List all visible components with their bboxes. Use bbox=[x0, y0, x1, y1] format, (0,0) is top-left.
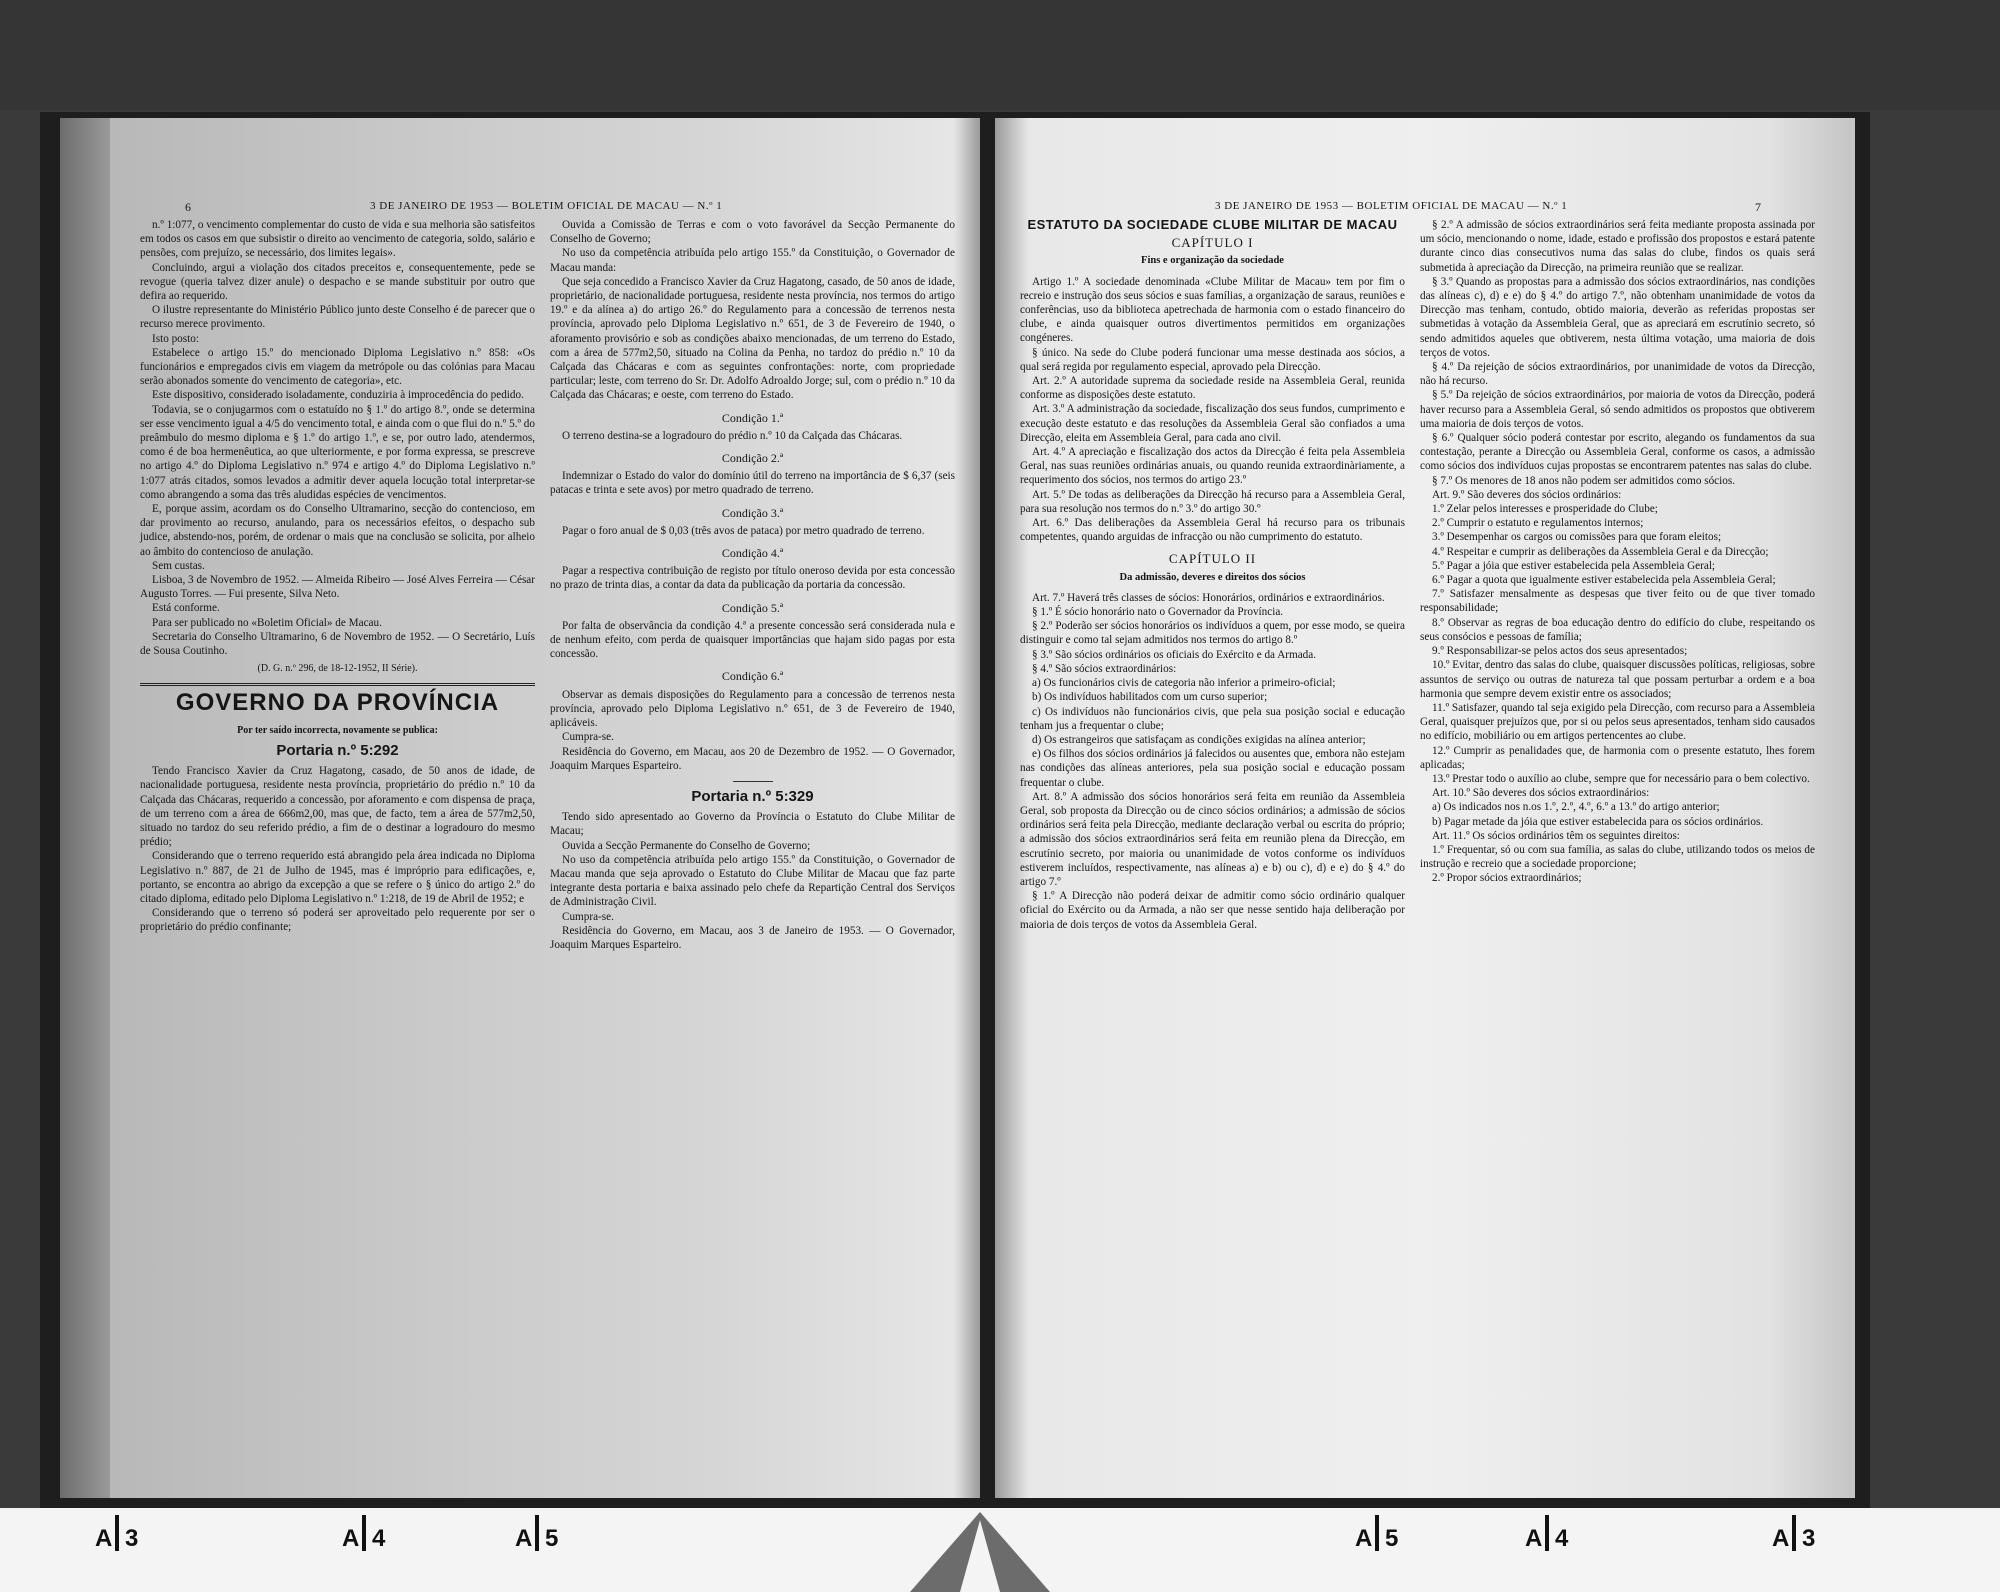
condition-text: Pagar a respectiva contribuição de registo por título oneroso devida por esta concessão no prazo de trinta dias, a contar da data da publicação da portaria da concessão. bbox=[550, 565, 955, 592]
right-page bbox=[995, 118, 1855, 1498]
condition-title: Condição 1.ª bbox=[721, 410, 784, 425]
paragraph: Isto posto: bbox=[152, 332, 199, 345]
article-paragraph: Art. 5.º De todas as deliberações da Direcção há recurso para a Assembleia Geral, para sua resolução nos termos do n.º 3.º do artigo 30.º bbox=[1020, 488, 1405, 515]
marker-bar bbox=[1545, 1515, 1549, 1551]
concession-text bbox=[550, 218, 955, 403]
left-column-1 bbox=[140, 218, 535, 935]
left-page-edge bbox=[60, 118, 112, 1498]
cumpra-se-2: Cumpra-se. bbox=[562, 910, 614, 923]
paragraph: Todavia, se o conjugarmos com o estatuído no § 1.º do artigo 8.º, onde se determina ser esse vencimento igual a 4/5 do vencimento total, e ainda com o que flui do n.º 5.º do preâmbulo do mesmo diploma e § 1.º do artigo 1.º, e se, por outro lado, atendermos, como é de boa hermenêutica, ao que ulteriormente, e por forma expressa, se prescreve no artigo 4.º do Diploma Legislativo n.º 974 e artigo 4.º do Diploma Legislativo n.º 1:077 atrás citados, somos levados a admitir dever aquela locução total interpretar-se como abrangendo a soma das três aludidas espécies de vencimentos. bbox=[140, 403, 535, 501]
paragraph: Para ser publicado no «Boletim Oficial» de Macau. bbox=[152, 616, 382, 629]
article-paragraph: 10.º Evitar, dentro das salas do clube, quaisquer discussões políticas, religiosas, sobre assuntos de serviço ou outras de natureza tal que possam perturbar a ordem e a boa harmonia que sempre devem existir entre os associados; bbox=[1420, 659, 1815, 700]
dg-citation: (D. G. n.º 296, de 18-12-1952, II Série). bbox=[257, 663, 418, 675]
scan-frame-top bbox=[0, 0, 2000, 110]
condition-text: Pagar o foro anual de $ 0,03 (três avos de pataca) por metro quadrado de terreno. bbox=[562, 524, 925, 537]
article-paragraph: Art. 10.º São deveres dos sócios extraordinários: bbox=[1432, 787, 1650, 800]
condition-text: Por falta de observância da condição 4.ª a presente concessão será considerada nula e de nenhum efeito, com perda de quaisquer importâncias que hajam sido pagas por esta concessão. bbox=[550, 619, 955, 661]
article-paragraph: § único. Na sede do Clube poderá funcionar uma messe destinada aos sócios, a qual será regida por regulamento especial, aprovado pela Direcção. bbox=[1020, 346, 1405, 373]
paragraph: No uso da competência atribuída pelo artigo 155.º da Constituição, o Governador de Macau manda: bbox=[550, 247, 955, 274]
condition-text: Indemnizar o Estado do valor do domínio útil do terreno na importância de $ 6,37 (seis patacas e trinta e sete avos) por metro quadrado de terreno. bbox=[550, 470, 955, 497]
paragraph: Ouvida a Secção Permanente do Conselho de Governo; bbox=[562, 839, 811, 852]
marker-bar bbox=[535, 1515, 539, 1551]
article-paragraph: § 4.º Da rejeição de sócios extraordinários, por unanimidade de votos da Direcção, não há recurso. bbox=[1420, 361, 1815, 388]
estatuto-title: ESTATUTO DA SOCIEDADE CLUBE MILITAR DE MACAU bbox=[1027, 217, 1398, 232]
marker-a-left-3: A bbox=[515, 1525, 533, 1552]
paragraph: Está conforme. bbox=[152, 602, 220, 615]
paragraph: Ouvida a Comissão de Terras e com o voto favorável da Secção Permanente do Conselho de Governo; bbox=[550, 219, 955, 246]
correction-note: Por ter saído incorrecta, novamente se publica: bbox=[237, 724, 438, 736]
article-paragraph: § 3.º São sócios ordinários os oficiais do Exército e da Armada. bbox=[1032, 648, 1317, 661]
article-paragraph: b) Pagar metade da jóia que estiver estabelecida para os sócios ordinários. bbox=[1432, 815, 1764, 828]
article-paragraph: 5.º Pagar a jóia que estiver estabelecida pela Assembleia Geral; bbox=[1432, 559, 1716, 572]
article-paragraph: Art. 3.º A administração da sociedade, fiscalização dos seus fundos, cumprimento e execução deste estatuto e das resoluções da Assembleia Geral são confiados a uma Direcção, eleita em Assembleia Geral, para cada ano civil. bbox=[1020, 403, 1405, 444]
article-paragraph: 6.º Pagar a quota que igualmente estiver estabelecida pela Assembleia Geral; bbox=[1432, 574, 1776, 587]
condition-title: Condição 3.ª bbox=[721, 505, 784, 520]
article-paragraph: § 2.º Poderão ser sócios honorários os indivíduos a quem, por esse modo, se queira distinguir e como tal sejam admitidos nos termos do artigo 8.º bbox=[1020, 620, 1405, 647]
article-paragraph: § 4.º São sócios extraordinários: bbox=[1032, 662, 1177, 675]
article-paragraph: c) Os indivíduos não funcionários civis, que pela sua posição social e educação tenham jus a frequentar o clube; bbox=[1020, 705, 1405, 732]
right-running-head: 3 DE JANEIRO DE 1953 — BOLETIM OFICIAL DE MACAU — N.º 1 bbox=[1215, 200, 1568, 212]
paragraph: Concluindo, argui a violação dos citados preceitos e, consequentemente, pede se revogue (queria talvez dizer anule) o despacho e se mande substituir por outro que defira ao requerido. bbox=[140, 261, 535, 303]
article-paragraph: 13.º Prestar todo o auxílio ao clube, sempre que for necessário para o bem colectivo. bbox=[1432, 772, 1810, 785]
section-divider bbox=[140, 683, 535, 686]
article-paragraph: § 5.º Da rejeição de sócios extraordinários, por maioria de votos da Direcção, poderá haver recurso para a Assembleia Geral, só sendo admitidos os propostos que obtiverem uma maioria de dois terços de votos. bbox=[1420, 389, 1815, 430]
marker-bar bbox=[1792, 1515, 1796, 1551]
right-col2-paragraphs bbox=[1420, 218, 1815, 886]
right-column-2 bbox=[1420, 218, 1815, 886]
marker-num-left-2: 4 bbox=[372, 1525, 386, 1552]
marker-bar bbox=[362, 1515, 366, 1551]
article-paragraph: Art. 2.º A autoridade suprema da sociedade reside na Assembleia Geral, reunida conforme as disposições deste estatuto. bbox=[1020, 375, 1405, 402]
marker-a-left-1: A bbox=[95, 1525, 113, 1552]
left-running-head: 3 DE JANEIRO DE 1953 — BOLETIM OFICIAL DE MACAU — N.º 1 bbox=[370, 200, 723, 212]
left-page-number: 6 bbox=[185, 200, 191, 214]
article-paragraph: 2.º Propor sócios extraordinários; bbox=[1432, 872, 1582, 885]
chapter-2-subtitle: Da admissão, deveres e direitos dos sócios bbox=[1119, 571, 1306, 583]
article-paragraph: b) Os indivíduos habilitados com um curso superior; bbox=[1032, 691, 1268, 704]
paragraph: Este dispositivo, considerado isoladamente, conduziria à improcedência do pedido. bbox=[152, 389, 524, 402]
article-paragraph: Art. 8.º A admissão dos sócios honorários será feita em reunião da Assembleia Geral, sob proposta da Direcção ou de cinco sócios ordinários; a admissão de sócios ordinários será feita pela Direcção, mediante declaração verbal ou escrita do próprio; a admissão dos sócios extraordinários será feita em reunião plena da Direcção, em escrutínio secreto, por maioria ou unanimidade de votos conforme os indivíduos estiverem incluídos, respectivamente, nas alíneas a) e b) ou c), d) e e) do § 4.º do artigo 7.º bbox=[1020, 790, 1405, 888]
short-divider bbox=[733, 781, 773, 782]
cumpra-se-1: Cumpra-se. bbox=[562, 731, 614, 744]
paragraph: Estabelece o artigo 15.º do mencionado Diploma Legislativo n.º 858: «Os funcionários e empregados civis em viagem da metrópole ou das colónias para Macau serão abonados somente do vencimento de categoria», etc. bbox=[140, 346, 535, 388]
article-paragraph: a) Os funcionários civis de categoria não inferior a primeiro-oficial; bbox=[1032, 677, 1336, 690]
article-paragraph: 11.º Satisfazer, quando tal seja exigido pela Direcção, com recurso para a Assembleia Geral, quaisquer prejuízos que, por si ou pelos seus apresentados, tenham sido causados no edifício, mobiliário ou em artigos pertencentes ao clube. bbox=[1420, 701, 1815, 743]
article-paragraph: § 3.º Quando as propostas para a admissão dos sócios extraordinários, nas condições das alíneas c), d) e e) do § 4.º do artigo 7.º, não obtenham unanimidade de votos da Direcção mas tenham, contudo, obtido maioria, deverão as referidas propostas ser submetidas à votação da Assembleia Geral, que as apreciará em escrutínio secreto, só sendo admitidos aqueles que obtiverem, nesta última votação, uma maioria de dois terços de votos. bbox=[1420, 275, 1815, 359]
article-paragraph: d) Os estrangeiros que satisfaçam as condições exigidas na alínea anterior; bbox=[1032, 733, 1366, 746]
marker-a-right-3: A bbox=[1772, 1525, 1790, 1552]
article-paragraph: § 2.º A admissão de sócios extraordinários será feita mediante proposta assinada por um sócio, mencionando o nome, idade, estado e profissão dos propostos e estará patente durante cinco dias consecutivos numa das salas do clube, findos os quais será submetida à apreciação da Direcção, na primeira reunião que se realizar. bbox=[1420, 219, 1815, 274]
center-fold-arrow-inner bbox=[960, 1520, 1000, 1592]
condition-title: Condição 4.ª bbox=[721, 546, 784, 561]
paragraph: E, porque assim, acordam os do Conselho Ultramarino, secção do contencioso, em dar provimento ao recurso, anulando, para os necessários efeitos, o despacho sub judice, abstendo-nos, porém, de ordenar o mais que na conclusão se solicita, por alheio ao âmbito do contencioso de anulação. bbox=[140, 503, 535, 558]
marker-bar bbox=[115, 1515, 119, 1551]
right-page-number: 7 bbox=[1755, 200, 1761, 214]
paragraph: Tendo sido apresentado ao Governo da Província o Estatuto do Clube Militar de Macau; bbox=[550, 811, 955, 838]
marker-a-right-1: A bbox=[1355, 1525, 1373, 1552]
paragraph: Sem custas. bbox=[152, 559, 205, 572]
paragraph: Considerando que o terreno requerido está abrangido pela área indicada no Diploma Legislativo n.º 887, de 21 de Julho de 1945, mas é impróprio para edificações, e, portanto, se encontra ao abrigo da excepção a que se refere o § único do artigo 2.º do citado diploma, editado pelo Diploma Legislativo n.º 1:218, de 19 de Abril de 1952; e bbox=[140, 850, 535, 905]
article-paragraph: 12.º Cumprir as penalidades que, de harmonia com o presente estatuto, lhes forem aplicadas; bbox=[1420, 744, 1815, 771]
article-paragraph: Art. 4.º A apreciação e fiscalização dos actos da Direcção é feita pela Assembleia Geral, nas suas reuniões ordinárias anuais, ou quando reunida extraordinàriamente, a requerimento dos sócios, nos termos do artigo 23.º bbox=[1020, 446, 1405, 487]
conditions-list bbox=[550, 411, 955, 731]
paragraph: Secretaria do Conselho Ultramarino, 6 de Novembro de 1952. — O Secretário, Luís de Sousa Coutinho. bbox=[140, 630, 535, 658]
article-paragraph: Art. 7.º Haverá três classes de sócios: Honorários, ordinários e extraordinários. bbox=[1032, 591, 1385, 604]
article-paragraph: Art. 11.º Os sócios ordinários têm os seguintes direitos: bbox=[1432, 829, 1680, 842]
article-paragraph: § 6.º Qualquer sócio poderá contestar por escrito, alegando os fundamentos da sua contestação, perante a Direcção ou Assembleia Geral, conforme os casos, a admissão como sócios dos indivíduos cujas propostas se encontrarem patentes nas salas do clube. bbox=[1420, 432, 1815, 473]
marker-num-right-3: 3 bbox=[1802, 1525, 1816, 1552]
marker-a-left-2: A bbox=[342, 1525, 360, 1552]
paragraph: Tendo Francisco Xavier da Cruz Hagatong, casado, de 50 anos de idade, de nacionalidade portuguesa, residente nesta província, proprietário do prédio n.º 10 da Calçada das Chácaras, requerido a concessão, por aforamento e com dispensa de praça, de um terreno com a área de 666m2,00, mas que, de facto, tem a área de 577m2,50, situado no tardoz do seu referido prédio, a fim de o destinar a logradouro do mesmo prédio; bbox=[140, 765, 535, 849]
portaria-5292-text bbox=[140, 764, 535, 934]
paragraph: O ilustre representante do Ministério Público junto deste Conselho é de parecer que o recurso merece provimento. bbox=[140, 304, 535, 331]
portaria-5292-title: Portaria n.º 5:292 bbox=[276, 741, 399, 759]
chapter-1-subtitle: Fins e organização da sociedade bbox=[1141, 255, 1284, 267]
chapter-2-heading: CAPÍTULO II bbox=[1168, 551, 1257, 567]
paragraph: No uso da competência atribuída pelo artigo 155.º da Constituição, o Governador de Macau manda que seja aprovado o Estatuto do Clube Militar de Macau que faz parte integrante desta portaria e baixa assinado pelo chefe da Repartição Central dos Serviços de Administração Civil. bbox=[550, 853, 955, 909]
article-paragraph: § 1.º É sócio honorário nato o Governador da Província. bbox=[1032, 606, 1284, 619]
article-paragraph: Art. 9.º São deveres dos sócios ordinários: bbox=[1432, 488, 1622, 501]
residencia-1: Residência do Governo, em Macau, aos 20 de Dezembro de 1952. — O Governador, Joaquim Marques Esparteiro. bbox=[550, 745, 955, 772]
governo-heading: GOVERNO DA PROVÍNCIA bbox=[175, 688, 500, 716]
marker-num-right-1: 5 bbox=[1385, 1525, 1399, 1552]
paragraph: Considerando que o terreno só poderá ser aproveitado pelo requerente por ser o proprietário do prédio confinante; bbox=[140, 907, 535, 934]
article-paragraph: § 1.º A Direcção não poderá deixar de admitir como sócio ordinário qualquer oficial do Exército ou da Armada, a não ser que nesse sentido haja deliberação por maioria de dois terços de votos da Assembleia Geral. bbox=[1020, 890, 1405, 931]
article-paragraph: e) Os filhos dos sócios ordinários já falecidos ou ausentes que, embora não estejam nas condições das alíneas anteriores, pela sua posição social e educação possam frequentar o clube. bbox=[1020, 748, 1405, 789]
marker-num-left-1: 3 bbox=[125, 1525, 139, 1552]
portaria-5329-title: Portaria n.º 5:329 bbox=[691, 787, 814, 805]
paragraph: Lisboa, 3 de Novembro de 1952. — Almeida Ribeiro — José Alves Ferreira — César Augusto Torres. — Fui presente, Silva Neto. bbox=[140, 574, 535, 601]
condition-title: Condição 2.ª bbox=[721, 451, 784, 466]
article-paragraph: 1.º Zelar pelos interesses e prosperidade do Clube; bbox=[1432, 503, 1658, 516]
marker-num-right-2: 4 bbox=[1555, 1525, 1569, 1552]
right-column-1 bbox=[1020, 218, 1405, 932]
left-page bbox=[110, 118, 980, 1498]
condition-text: O terreno destina-se a logradouro do prédio n.º 10 da Calçada das Chácaras. bbox=[562, 429, 903, 442]
article-paragraph: 8.º Observar as regras de boa educação dentro do edifício do clube, respeitando os seus consócios e pessoas de família; bbox=[1420, 616, 1815, 643]
article-paragraph: 3.º Desempenhar os cargos ou comissões para que foram eleitos; bbox=[1432, 531, 1722, 544]
marker-num-left-3: 5 bbox=[545, 1525, 559, 1552]
portaria-5329-text bbox=[550, 810, 955, 909]
marker-bar bbox=[1375, 1515, 1379, 1551]
paragraph: n.º 1:077, o vencimento complementar do custo de vida e sua melhoria são satisfeitos em todos os casos em que subsistir o direito ao vencimento de categoria, soldo, salário e pensões, com prejuízo, se necessário, dos limites legais». bbox=[140, 219, 535, 260]
article-paragraph: Artigo 1.º A sociedade denominada «Clube Militar de Macau» tem por fim o recreio e instrução dos seus sócios e suas famílias, a organização de saraus, reuniões e conferências, uso da biblioteca apetrechada de harmonia com o estado financeiro do clube, e ainda quaisquer outros divertimentos permitidos em organizações congéneres. bbox=[1020, 275, 1406, 345]
residencia-2: Residência do Governo, em Macau, aos 3 de Janeiro de 1953. — O Governador, Joaquim Marques Esparteiro. bbox=[550, 924, 955, 951]
article-paragraph: 4.º Respeitar e cumprir as deliberações da Assembleia Geral e da Direcção; bbox=[1432, 545, 1769, 558]
condition-text: Observar as demais disposições do Regulamento para a concessão de terrenos nesta província, aprovado pelo Diploma Legislativo n.º 651, de 3 de Fevereiro de 1940, aplicáveis. bbox=[550, 688, 955, 730]
article-paragraph: 1.º Frequentar, só ou com sua família, as salas do clube, utilizando todos os meios de instrução e recreio que a sociedade proporcione; bbox=[1420, 843, 1815, 871]
marker-a-right-2: A bbox=[1525, 1525, 1543, 1552]
chapter-2-text bbox=[1020, 591, 1405, 932]
left-column-2 bbox=[550, 218, 955, 952]
article-paragraph: 7.º Satisfazer mensalmente as despesas que tiver feito ou de que tiver tomado responsabilidade; bbox=[1420, 588, 1815, 615]
article-paragraph: 2.º Cumprir o estatuto e regulamentos internos; bbox=[1432, 517, 1644, 530]
condition-title: Condição 6.ª bbox=[721, 669, 784, 684]
chapter-1-text bbox=[1020, 275, 1405, 545]
chapter-1-heading: CAPÍTULO I bbox=[1171, 235, 1254, 251]
condition-title: Condição 5.ª bbox=[721, 600, 784, 615]
left-col1-paragraphs bbox=[140, 218, 535, 658]
article-paragraph: § 7.º Os menores de 18 anos não podem ser admitidos como sócios. bbox=[1432, 474, 1735, 487]
article-paragraph: 9.º Responsabilizar-se pelos actos dos seus apresentados; bbox=[1432, 645, 1688, 658]
article-paragraph: Art. 6.º Das deliberações da Assembleia Geral há recurso para os tribunais competentes, quando arguidas de infracção ou não cumprimento do estatuto. bbox=[1020, 517, 1405, 544]
article-paragraph: a) Os indicados nos n.os 1.º, 2.º, 4.º, 6.º a 13.º do artigo anterior; bbox=[1432, 801, 1720, 814]
paragraph: Que seja concedido a Francisco Xavier da Cruz Hagatong, casado, de 50 anos de idade, proprietário, de nacionalidade portuguesa, residente nesta província, nos termos do artigo 19.º e da alínea a) do artigo 26.º do Regulamento para a concessão de terrenos nesta província, aprovado pelo Diploma Legislativo n.º 651, de 3 de Fevereiro de 1940, o aforamento provisório e sob as condições abaixo mencionadas, de um terreno do Estado, com a área de 577m2,50, situado na Colina da Penha, no tardoz do prédio n.º 10 da Calçada das Chácaras e com as seguintes confrontações: norte, com propriedade particular; leste, com terreno do Sr. Dr. Adolfo Adroaldo Jorge; sul, com o prédio n.º 10 da Calçada das Chácaras; e oeste, com terreno do Estado. bbox=[550, 275, 955, 402]
